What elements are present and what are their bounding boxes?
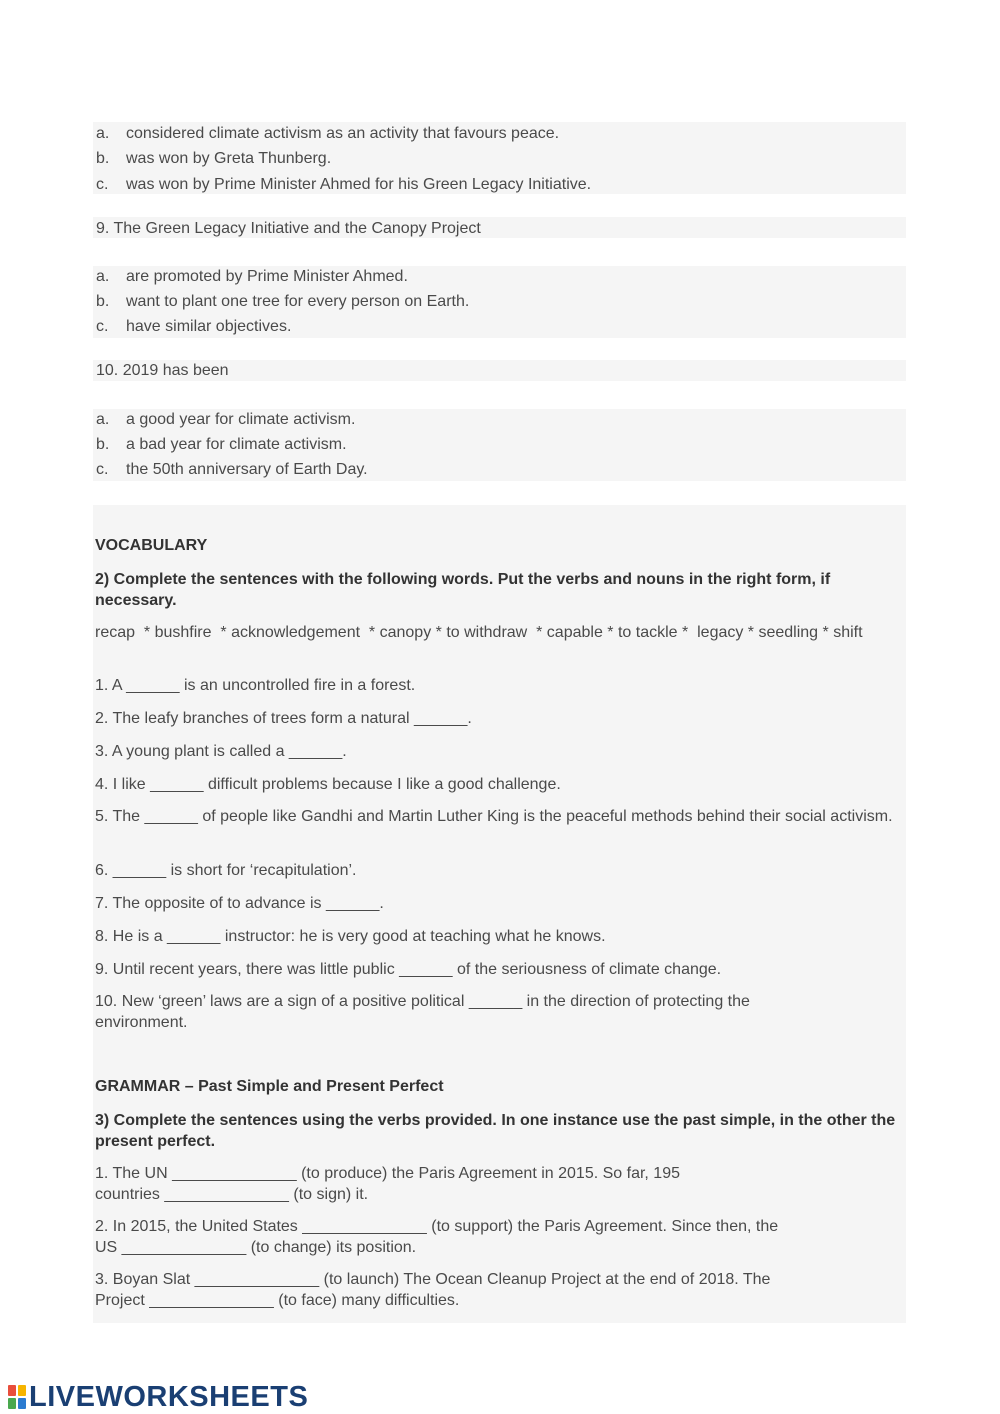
grammar-sentence-1-line-2[interactable]: countries ______________ (to sign) it. <box>95 1186 369 1203</box>
vocabulary-instruction: 2) Complete the sentences with the following words. Put the verbs and nouns in the right form, if necessary. <box>95 571 831 609</box>
q9-question: 9. The Green Legacy Initiative and the Canopy Project <box>96 220 481 237</box>
vocab-sentence-5[interactable]: 5. The ______ of people like Gandhi and Martin Luther King is the peaceful methods behind their social activism. <box>95 808 893 825</box>
grammar-sentence-3-line-1[interactable]: 3. Boyan Slat ______________ (to launch) The Ocean Cleanup Project at the end of 2018. The <box>95 1271 771 1288</box>
q10-option-a[interactable]: a. a good year for climate activism. <box>96 411 356 428</box>
q8-option-c[interactable]: c. was won by Prime Minister Ahmed for his Green Legacy Initiative. <box>96 176 592 193</box>
q10-option-b[interactable]: b. a bad year for climate activism. <box>96 436 347 453</box>
vocab-sentence-8[interactable]: 8. He is a ______ instructor: he is very good at teaching what he knows. <box>95 928 606 945</box>
logo-text: LIVEWORKSHEETS <box>29 1380 309 1413</box>
q9-option-c[interactable]: c. have similar objectives. <box>96 318 292 335</box>
vocabulary-heading: VOCABULARY <box>95 537 208 554</box>
vocab-sentence-7[interactable]: 7. The opposite of to advance is ______. <box>95 895 384 912</box>
vocab-sentence-2[interactable]: 2. The leafy branches of trees form a natural ______. <box>95 710 472 727</box>
q9-option-a[interactable]: a. are promoted by Prime Minister Ahmed. <box>96 268 408 285</box>
q8-option-b[interactable]: b. was won by Greta Thunberg. <box>96 150 332 167</box>
grammar-sentence-1-line-1[interactable]: 1. The UN ______________ (to produce) the Paris Agreement in 2015. So far, 195 <box>95 1165 680 1182</box>
grammar-sentence-3-line-2[interactable]: Project ______________ (to face) many difficulties. <box>95 1292 460 1309</box>
q8-option-a[interactable]: a. considered climate activism as an activity that favours peace. <box>96 125 560 142</box>
vocab-sentence-3[interactable]: 3. A young plant is called a ______. <box>95 743 347 760</box>
vocab-sentence-10[interactable]: 10. New ‘green’ laws are a sign of a positive political ______ in the direction of protecting the environment. <box>95 993 750 1031</box>
logo-squares-icon <box>8 1385 26 1409</box>
q10-question: 10. 2019 has been <box>96 362 229 379</box>
q9-option-b[interactable]: b. want to plant one tree for every person on Earth. <box>96 293 470 310</box>
grammar-heading: GRAMMAR – Past Simple and Present Perfect <box>95 1078 444 1095</box>
grammar-sentence-2-line-1[interactable]: 2. In 2015, the United States ______________ (to support) the Paris Agreement. Since then, the <box>95 1218 779 1235</box>
q10-option-c[interactable]: c. the 50th anniversary of Earth Day. <box>96 461 368 478</box>
vocab-sentence-9[interactable]: 9. Until recent years, there was little public ______ of the seriousness of climate change. <box>95 961 722 978</box>
grammar-sentence-2-line-2[interactable]: US ______________ (to change) its position. <box>95 1239 417 1256</box>
grammar-instruction: 3) Complete the sentences using the verbs provided. In one instance use the past simple, in the other the present perfect. <box>95 1112 896 1150</box>
vocab-sentence-4[interactable]: 4. I like ______ difficult problems because I like a good challenge. <box>95 776 561 793</box>
vocab-sentence-1[interactable]: 1. A ______ is an uncontrolled fire in a forest. <box>95 677 416 694</box>
liveworksheets-logo[interactable] <box>8 1382 308 1412</box>
vocab-sentence-6[interactable]: 6. ______ is short for ‘recapitulation’. <box>95 862 357 879</box>
word-bank: recap * bushfire * acknowledgement * canopy * to withdraw * capable * to tackle * legacy * seedling * shift <box>95 624 863 641</box>
